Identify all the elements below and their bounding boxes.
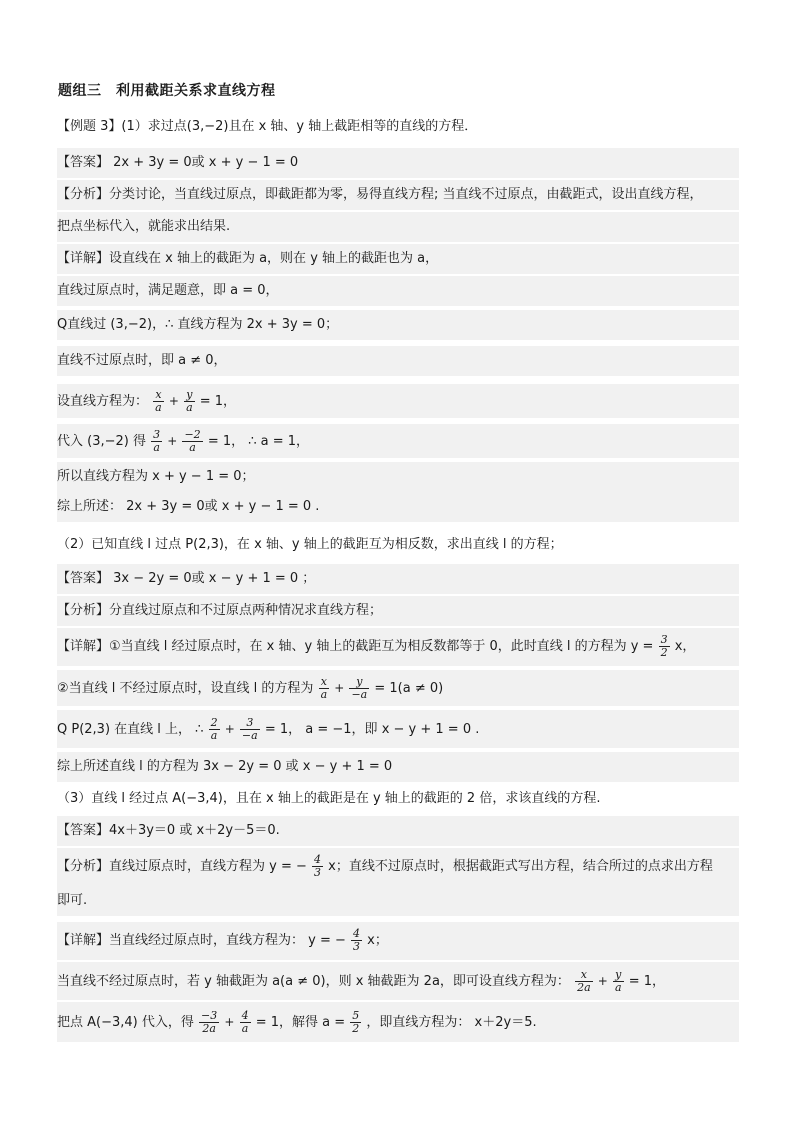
detail-1-suffix: x， [674,639,696,654]
example3-analysis [57,848,739,886]
example1-analysis: 【分析】分类讨论，当直线过原点，即截距都为零，易得直线方程; 当直线不过原点，由截距式，设出直线方程， [57,180,739,210]
detail-1-suffix: x； [367,933,388,948]
detail-1-prefix: 【详解】①当直线 l 经过原点时，在 x 轴、y 轴上的截距互为相反数都等于 0，此时直线 l 的方程为 y = [57,639,654,654]
detail-1-prefix: 【详解】当直线经过原点时，直线方程为： y = − [57,933,346,948]
example1-detail-8: 综上所述： 2x + 3y = 0或 x + y − 1 = 0 . [57,492,739,522]
fraction-3-over-neg-a: $\frac{3}{-a}$ [241,716,258,742]
detail-3-prefix: 把点 A(−3,4) 代入，得 [57,1015,194,1030]
section-title: 题组三 利用截距关系求直线方程 [58,83,276,99]
example3-detail-2: 当直线不经过原点时，若 y 轴截距为 a(a ≠ 0)，则 x 轴截距为 2a，即可设直线方程为： $\frac{x}{2a}$ + $\frac{y}{a}$ = 1， [57,962,739,1000]
example2-analysis: 【分析】分直线过原点和不过原点两种情况求直线方程； [57,596,739,626]
detail-3-prefix: Q P(2,3) 在直线 l 上， ∴ [57,722,204,737]
example1-answer: 【答案】 2x + 3y = 0或 x + y − 1 = 0 [57,148,739,178]
fraction-4-over-a: $\frac{4}{a}$ [241,1009,249,1035]
example2-question: （2）已知直线 l 过点 P(2,3)，在 x 轴、y 轴上的截距互为相反数，求出直线 l 的方程； [57,530,739,560]
example3-analysis-cont: 即可. [57,886,739,916]
fraction-x-over-2a: $\frac{x}{2a}$ [577,968,591,994]
example2-detail-1 [57,628,739,666]
analysis-prefix: 【分析】直线过原点时，直线方程为 y = − [57,859,307,874]
detail-6-prefix: 代入 (3,−2) 得 [57,434,146,449]
example1-detail-1: 【详解】设直线在 x 轴上的截距为 a，则在 y 轴上的截距也为 a， [57,244,739,274]
example3-detail-3: 把点 A(−3,4) 代入，得 $\frac{-3}{2a}$ + $\frac{4}{a}$ = 1，解得 a = $\frac{5}{2}$ ，即直线方程为： x＋2y＝5. [57,1002,739,1042]
detail-2-prefix: 当直线不经过原点时，若 y 轴截距为 a(a ≠ 0)，则 x 轴截距为 2a，即可设直线方程为： [57,974,570,989]
detail-3-suffix: = 1， a = −1，即 x − y + 1 = 0 . [264,722,480,737]
example1-detail-5: 设直线方程为： $\frac{x}{a}$ + $\frac{y}{a}$ = 1， [57,384,739,418]
example2-detail-2: ②当直线 l 不经过原点时，设直线 l 的方程为 $\frac{x}{a}$ + $\frac{y}{-a}$ = 1(a ≠ 0) [57,670,739,706]
fraction-4-over-3: $\frac{4}{3}$ [353,927,361,953]
example3-detail-1 [57,922,739,960]
detail-2-suffix: = 1， [628,974,665,989]
example2-detail-4: 综上所述直线 l 的方程为 3x − 2y = 0 或 x − y + 1 = 0 [57,752,739,782]
fraction-y-over-a: $\frac{y}{a}$ [614,968,622,994]
example2-answer: 【答案】 3x − 2y = 0或 x − y + 1 = 0 ； [57,564,739,594]
fraction-y-over-a: $\frac{y}{a}$ [186,388,193,414]
example3-question: （3）直线 l 经过点 A(−3,4)，且在 x 轴上的截距是在 y 轴上的截距的 2 倍，求该直线的方程. [57,784,739,814]
detail-6-suffix: = 1， ∴ a = 1， [207,434,310,449]
detail-5-prefix: 设直线方程为： [57,394,149,409]
example2-detail-3: Q P(2,3) 在直线 l 上， ∴ $\frac{2}{a}$ + $\frac{3}{-a}$ = 1， a = −1，即 x − y + 1 = 0 . [57,710,739,748]
example1-question: 【例题 3】(1）求过点(3,−2)且在 x 轴、y 轴上截距相等的直线的方程． [57,112,739,142]
fraction-x-over-a: $\frac{x}{a}$ [155,388,162,414]
detail-2-prefix: ②当直线 l 不经过原点时，设直线 l 的方程为 [57,681,314,696]
detail-3-suffix: ，即直线方程为： x＋2y＝5. [366,1015,537,1030]
fraction-y-over-neg-a: $\frac{y}{-a}$ [351,675,368,701]
detail-2-suffix: = 1(a ≠ 0) [374,681,444,696]
fraction-4-over-3: $\frac{4}{3}$ [314,853,322,879]
example1-detail-2: 直线过原点时，满足题意，即 a = 0， [57,276,739,306]
detail-3-middle: = 1，解得 a = [255,1015,346,1030]
fraction-5-over-2: $\frac{5}{2}$ [352,1009,360,1035]
detail-5-suffix: = 1， [199,394,237,409]
example1-analysis-cont: 把点坐标代入，就能求出结果. [57,212,739,242]
fraction-x-over-a: $\frac{x}{a}$ [320,675,328,701]
example1-detail-3: Q直线过 (3,−2)，∴ 直线方程为 2x + 3y = 0； [57,310,739,340]
fraction-2-over-a: $\frac{2}{a}$ [210,716,218,742]
fraction-3-over-a: $\frac{3}{a}$ [153,428,161,454]
fraction-neg2-over-a: $\frac{-2}{a}$ [184,428,201,454]
example1-detail-4: 直线不过原点时，即 a ≠ 0， [57,346,739,376]
example1-detail-6: 代入 (3,−2) 得 $\frac{3}{a}$ + $\frac{-2}{a}$ = 1， ∴ a = 1， [57,424,739,458]
fraction-neg3-over-2a: $\frac{-3}{2a}$ [201,1009,218,1035]
fraction-3-over-2: $\frac{3}{2}$ [660,633,668,659]
example1-detail-7: 所以直线方程为 x + y − 1 = 0； [57,462,739,492]
analysis-suffix: x；直线不过原点时，根据截距式写出方程，结合所过的点求出方程 [328,859,713,874]
example3-answer: 【答案】4x＋3y＝0 或 x＋2y－5＝0. [57,816,739,846]
